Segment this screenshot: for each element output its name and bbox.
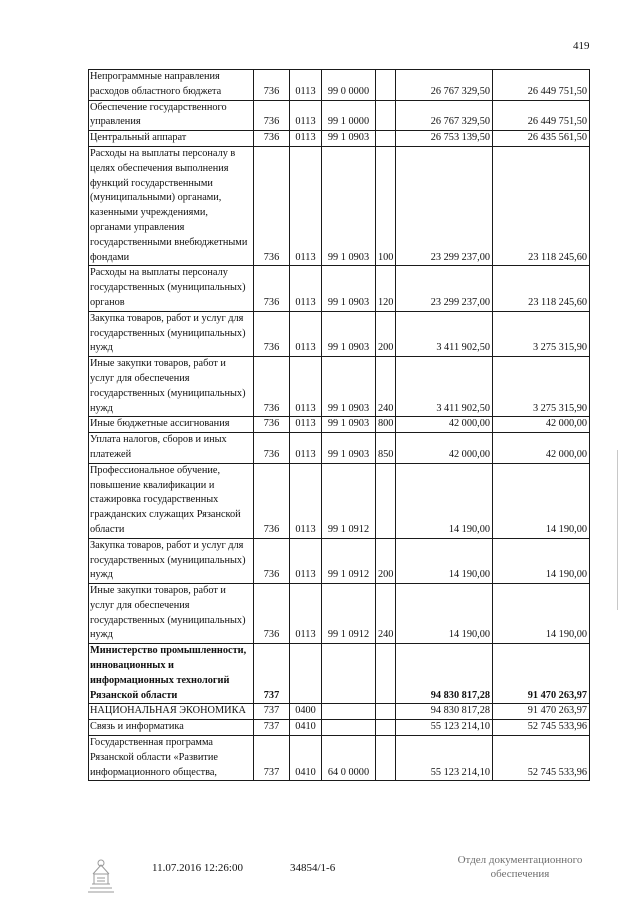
cell-amount-2017: 23 299 237,00 (396, 146, 493, 265)
table-row (89, 463, 590, 538)
cell-target-code: 99 1 0903 (322, 417, 376, 433)
cell-target-code: 99 1 0912 (322, 584, 376, 644)
cell-amount-2018: 14 190,00 (493, 463, 590, 538)
cell-amount-2017: 23 299 237,00 (396, 266, 493, 311)
table-row (89, 584, 590, 644)
cell-name: Иные закупки товаров, работ и услуг для обеспечения государственных (муниципальных) нужд (89, 357, 254, 417)
cell-amount-2018: 14 190,00 (493, 538, 590, 583)
cell-amount-2018: 14 190,00 (493, 584, 590, 644)
cell-target-code: 99 1 0903 (322, 266, 376, 311)
cell-ministry-code: 736 (254, 417, 290, 433)
cell-expense-type-code: 200 (376, 311, 396, 356)
cell-amount-2018: 23 118 245,60 (493, 146, 590, 265)
table-row (89, 644, 590, 704)
cell-ministry-code: 736 (254, 146, 290, 265)
cell-name: Связь и информатика (89, 720, 254, 736)
cell-target-code (322, 644, 376, 704)
cell-amount-2017: 14 190,00 (396, 463, 493, 538)
cell-section-code: 0113 (290, 538, 322, 583)
cell-amount-2018: 52 745 533,96 (493, 736, 590, 781)
cell-amount-2017: 94 830 817,28 (396, 704, 493, 720)
cell-ministry-code: 736 (254, 463, 290, 538)
cell-target-code: 99 1 0912 (322, 538, 376, 583)
cell-name: Закупка товаров, работ и услуг для государственных (муниципальных) нужд (89, 311, 254, 356)
cell-amount-2017: 14 190,00 (396, 584, 493, 644)
cell-amount-2018: 26 449 751,50 (493, 100, 590, 131)
cell-amount-2018: 26 449 751,50 (493, 70, 590, 101)
cell-name: Обеспечение государственного управления (89, 100, 254, 131)
cell-amount-2017: 26 767 329,50 (396, 100, 493, 131)
table-row (89, 146, 590, 265)
cell-section-code: 0410 (290, 736, 322, 781)
cell-section-code: 0113 (290, 266, 322, 311)
cell-ministry-code: 736 (254, 100, 290, 131)
cell-section-code: 0113 (290, 70, 322, 101)
cell-name: Закупка товаров, работ и услуг для государственных (муниципальных) нужд (89, 538, 254, 583)
cell-ministry-code: 736 (254, 311, 290, 356)
cell-section-code: 0113 (290, 311, 322, 356)
table-row (89, 311, 590, 356)
table-row (89, 538, 590, 583)
cell-section-code: 0113 (290, 100, 322, 131)
footer-doc-number: 34854/1-6 (290, 862, 336, 874)
cell-section-code (290, 644, 322, 704)
cell-amount-2017: 42 000,00 (396, 433, 493, 464)
cell-amount-2017: 3 411 902,50 (396, 311, 493, 356)
cell-expense-type-code (376, 736, 396, 781)
cell-expense-type-code: 200 (376, 538, 396, 583)
cell-target-code: 99 1 0903 (322, 433, 376, 464)
footer-department: Отдел документационного обеспечения (457, 854, 583, 880)
cell-ministry-code: 736 (254, 538, 290, 583)
footer-datetime: 11.07.2016 12:26:00 (152, 862, 243, 874)
cell-amount-2018: 42 000,00 (493, 417, 590, 433)
table-row (89, 736, 590, 781)
cell-name: Государственная программа Рязанской области «Развитие информационного общества, (89, 736, 254, 781)
cell-ministry-code: 736 (254, 357, 290, 417)
cell-name: Непрограммные направления расходов областного бюджета (89, 70, 254, 101)
cell-ministry-code: 737 (254, 644, 290, 704)
cell-amount-2017: 26 753 139,50 (396, 131, 493, 147)
cell-amount-2018: 3 275 315,90 (493, 357, 590, 417)
page-number: 419 (573, 40, 590, 52)
cell-amount-2017: 94 830 817,28 (396, 644, 493, 704)
cell-expense-type-code: 120 (376, 266, 396, 311)
cell-amount-2018: 91 470 263,97 (493, 704, 590, 720)
cell-amount-2017: 14 190,00 (396, 538, 493, 583)
cell-name: Профессиональное обучение, повышение квалификации и стажировка государственных гражданских служащих Рязанской области (89, 463, 254, 538)
cell-ministry-code: 736 (254, 433, 290, 464)
page-footer (0, 852, 640, 902)
table-row (89, 100, 590, 131)
cell-name: Центральный аппарат (89, 131, 254, 147)
cell-section-code: 0113 (290, 433, 322, 464)
cell-expense-type-code: 240 (376, 357, 396, 417)
scan-edge-line (617, 450, 618, 610)
cell-expense-type-code (376, 463, 396, 538)
cell-target-code: 99 1 0000 (322, 100, 376, 131)
cell-name: Министерство промышленности, инновационных и информационных технологий Рязанской области (89, 644, 254, 704)
cell-section-code: 0113 (290, 463, 322, 538)
cell-ministry-code: 736 (254, 131, 290, 147)
cell-ministry-code: 736 (254, 266, 290, 311)
cell-name: НАЦИОНАЛЬНАЯ ЭКОНОМИКА (89, 704, 254, 720)
cell-expense-type-code (376, 100, 396, 131)
cell-target-code: 64 0 0000 (322, 736, 376, 781)
cell-expense-type-code (376, 131, 396, 147)
cell-section-code: 0410 (290, 720, 322, 736)
cell-amount-2017: 3 411 902,50 (396, 357, 493, 417)
cell-section-code: 0113 (290, 417, 322, 433)
cell-expense-type-code: 240 (376, 584, 396, 644)
cell-name: Уплата налогов, сборов и иных платежей (89, 433, 254, 464)
coat-of-arms-stamp-icon (84, 856, 118, 896)
cell-amount-2018: 42 000,00 (493, 433, 590, 464)
cell-ministry-code: 737 (254, 720, 290, 736)
table-row (89, 704, 590, 720)
table-row (89, 357, 590, 417)
cell-ministry-code: 737 (254, 704, 290, 720)
cell-expense-type-code: 800 (376, 417, 396, 433)
cell-amount-2018: 91 470 263,97 (493, 644, 590, 704)
cell-section-code: 0400 (290, 704, 322, 720)
cell-target-code: 99 1 0903 (322, 131, 376, 147)
cell-expense-type-code: 850 (376, 433, 396, 464)
cell-section-code: 0113 (290, 584, 322, 644)
table-row (89, 266, 590, 311)
cell-ministry-code: 736 (254, 70, 290, 101)
cell-target-code: 99 1 0903 (322, 311, 376, 356)
budget-table (88, 69, 590, 781)
cell-amount-2017: 55 123 214,10 (396, 736, 493, 781)
table-row (89, 720, 590, 736)
cell-name: Расходы на выплаты персоналу в целях обеспечения выполнения функций государственными (муниципальными) органами, казенными учреждениями, органами управления государственными внебюджетными фондами (89, 146, 254, 265)
cell-name: Иные закупки товаров, работ и услуг для обеспечения государственных (муниципальных) нужд (89, 584, 254, 644)
cell-section-code: 0113 (290, 357, 322, 417)
table-row (89, 70, 590, 101)
cell-target-code: 99 1 0903 (322, 146, 376, 265)
table-row (89, 131, 590, 147)
cell-expense-type-code (376, 70, 396, 101)
cell-ministry-code: 736 (254, 584, 290, 644)
budget-table-body (89, 70, 590, 781)
cell-section-code: 0113 (290, 131, 322, 147)
cell-name: Иные бюджетные ассигнования (89, 417, 254, 433)
cell-amount-2018: 23 118 245,60 (493, 266, 590, 311)
cell-ministry-code: 737 (254, 736, 290, 781)
cell-expense-type-code (376, 644, 396, 704)
cell-target-code: 99 1 0912 (322, 463, 376, 538)
cell-target-code (322, 704, 376, 720)
cell-expense-type-code: 100 (376, 146, 396, 265)
cell-amount-2017: 55 123 214,10 (396, 720, 493, 736)
cell-target-code (322, 720, 376, 736)
cell-amount-2018: 26 435 561,50 (493, 131, 590, 147)
cell-expense-type-code (376, 720, 396, 736)
cell-amount-2018: 52 745 533,96 (493, 720, 590, 736)
cell-target-code: 99 0 0000 (322, 70, 376, 101)
table-row (89, 433, 590, 464)
cell-section-code: 0113 (290, 146, 322, 265)
cell-amount-2017: 42 000,00 (396, 417, 493, 433)
table-row (89, 417, 590, 433)
cell-amount-2018: 3 275 315,90 (493, 311, 590, 356)
cell-amount-2017: 26 767 329,50 (396, 70, 493, 101)
cell-target-code: 99 1 0903 (322, 357, 376, 417)
cell-name: Расходы на выплаты персоналу государственных (муниципальных) органов (89, 266, 254, 311)
cell-expense-type-code (376, 704, 396, 720)
